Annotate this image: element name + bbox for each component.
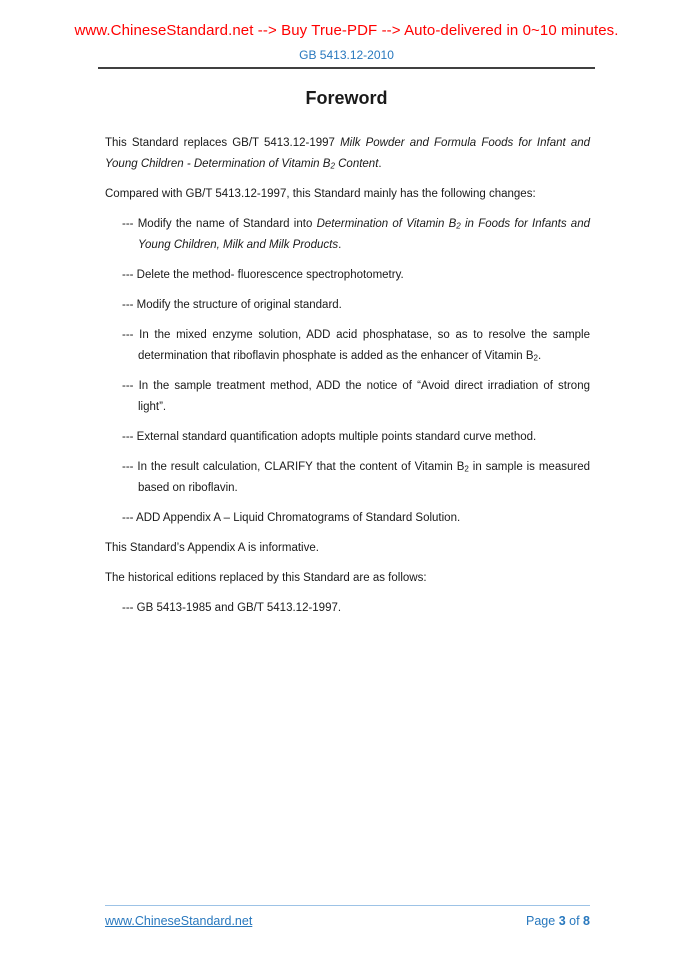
bullet-item: --- In the result calculation, CLARIFY that the content of Vitamin $B_2$ in sample is measured based on riboflavin. <box>122 461 590 494</box>
footer-rule <box>105 905 590 906</box>
paragraph: Compared with GB/T 5413.12-1997, this Standard mainly has the following changes: <box>105 188 536 200</box>
paragraph: The historical editions replaced by this Standard are as follows: <box>105 572 427 584</box>
bullet-item: --- Modify the structure of original standard. <box>122 299 342 311</box>
page-total: 8 <box>583 914 590 928</box>
page-title: Foreword <box>305 88 388 108</box>
document-body <box>105 133 590 628</box>
top-banner: www.ChineseStandard.net --> Buy True-PDF --> Auto-delivered in 0~10 minutes. <box>74 22 619 39</box>
standard-code: GB 5413.12-2010 <box>299 48 394 62</box>
page-number <box>526 914 590 928</box>
bullet-item: --- In the sample treatment method, ADD the notice of “Avoid direct irradiation of strong light”. <box>122 380 590 413</box>
bullet-item: --- In the mixed enzyme solution, ADD acid phosphatase, so as to resolve the sample determination that riboflavin phosphate is added as the enhancer of Vitamin $B_2$. <box>122 329 590 363</box>
bullet-item: --- Delete the method- fluorescence spectrophotometry. <box>122 269 404 281</box>
footer-link[interactable]: www.ChineseStandard.net <box>105 914 253 928</box>
paragraph: This Standard’s Appendix A is informative. <box>105 542 319 554</box>
page-footer <box>105 914 590 928</box>
bullet-item: --- External standard quantification adopts multiple points standard curve method. <box>122 431 537 443</box>
bullet-item: --- ADD Appendix A – Liquid Chromatograms of Standard Solution. <box>122 512 461 524</box>
page-of-label: of <box>569 914 580 928</box>
paragraph: This Standard replaces GB/T 5413.12-1997 Milk Powder and Formula Foods for Infant and Young Children - Determination of Vitamin $B_2$ Content. <box>105 137 590 171</box>
header-rule <box>98 67 595 69</box>
page-current: 3 <box>558 914 566 928</box>
bullet-item: --- GB 5413-1985 and GB/T 5413.12-1997. <box>122 602 342 614</box>
page-label: Page <box>526 914 556 928</box>
bullet-item: --- Modify the name of Standard into Determination of Vitamin $B_2$ in Foods for Infants and Young Children, Milk and Milk Products. <box>122 218 590 251</box>
